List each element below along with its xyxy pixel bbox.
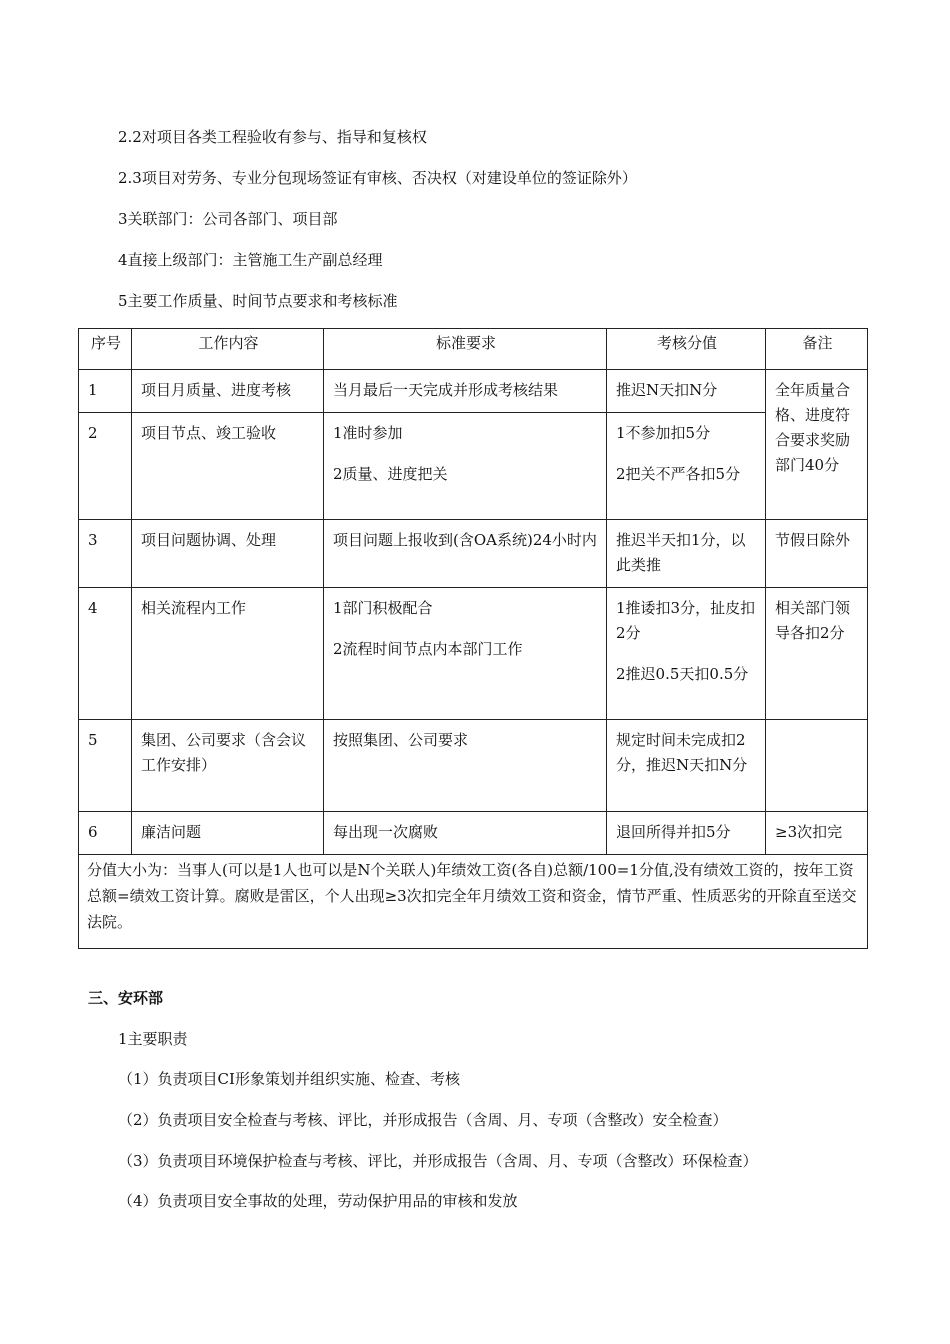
row-score (607, 812, 766, 855)
row-standard (324, 720, 607, 812)
paragraph-related-departments: 3关联部门：公司各部门、项目部 (118, 210, 338, 228)
row-no: 1 (79, 370, 132, 413)
standard-line: 当月最后一天完成并形成考核结果 (333, 381, 559, 399)
row-content: 项目节点、竣工验收 (132, 413, 324, 520)
row-no: 5 (79, 720, 132, 812)
row-content: 集团、公司要求（含会议工作安排） (132, 720, 324, 812)
row-no: 2 (79, 413, 132, 520)
row-score (607, 520, 766, 588)
row-remark: 节假日除外 (766, 520, 868, 588)
row-content: 相关流程内工作 (132, 588, 324, 720)
header-standard: 标准要求 (324, 329, 607, 370)
standard-line: 每出现一次腐败 (333, 823, 439, 841)
score-line: 推迟N天扣N分 (616, 381, 718, 399)
row-score (607, 370, 766, 413)
score-line: 退回所得并扣5分 (616, 823, 731, 841)
row-content: 项目月质量、进度考核 (132, 370, 324, 413)
standard-line: 按照集团、公司要求 (333, 731, 469, 749)
row-no: 4 (79, 588, 132, 720)
row-no: 3 (79, 520, 132, 588)
row-score (607, 588, 766, 720)
row-standard (324, 520, 607, 588)
standard-line: 1准时参加 (333, 424, 403, 442)
section-subheading: 1主要职责 (118, 1030, 188, 1048)
header-score: 考核分值 (607, 329, 766, 370)
header-no: 序号 (79, 329, 132, 370)
score-line: 2推迟0.5天扣0.5分 (616, 665, 749, 683)
assessment-table (78, 328, 868, 949)
row-remark: ≥3次扣完 (766, 812, 868, 855)
duty-item: （1）负责项目CI形象策划并组织实施、检查、考核 (118, 1070, 460, 1088)
row-remark-merged: 全年质量合格、进度符合要求奖励部门40分 (766, 370, 868, 520)
score-line: 1不参加扣5分 (616, 424, 711, 442)
score-line: 推迟半天扣1分，以此类推 (616, 531, 746, 574)
row-content: 廉洁问题 (132, 812, 324, 855)
duty-item: （4）负责项目安全事故的处理，劳动保护用品的审核和发放 (118, 1192, 518, 1210)
standard-line: 1部门积极配合 (333, 599, 433, 617)
paragraph-2-2: 2.2对项目各类工程验收有参与、指导和复核权 (118, 128, 427, 146)
row-standard (324, 413, 607, 520)
row-remark: 相关部门领导各扣2分 (766, 588, 868, 720)
row-content: 项目问题协调、处理 (132, 520, 324, 588)
duty-item: （2）负责项目安全检查与考核、评比，并形成报告（含周、月、专项（含整改）安全检查） (118, 1111, 728, 1129)
table-row (79, 720, 868, 812)
duty-item: （3）负责项目环境保护检查与考核、评比，并形成报告（含周、月、专项（含整改）环保检查） (118, 1152, 758, 1170)
score-line: 规定时间未完成扣2分，推迟N天扣N分 (616, 731, 748, 774)
standard-line: 2流程时间节点内本部门工作 (333, 640, 523, 658)
table-row (79, 812, 868, 855)
row-score (607, 720, 766, 812)
row-standard (324, 370, 607, 413)
row-remark (766, 720, 868, 812)
row-score (607, 413, 766, 520)
section-heading: 三、安环部 (88, 989, 164, 1007)
header-content: 工作内容 (132, 329, 324, 370)
row-standard (324, 588, 607, 720)
table-row (79, 588, 868, 720)
score-line: 2把关不严各扣5分 (616, 465, 741, 483)
row-standard (324, 812, 607, 855)
table-row (79, 370, 868, 413)
table-row (79, 413, 868, 520)
table-header-row (79, 329, 868, 370)
row-no: 6 (79, 812, 132, 855)
paragraph-2-3: 2.3项目对劳务、专业分包现场签证有审核、否决权（对建设单位的签证除外） (118, 169, 637, 187)
table-row (79, 520, 868, 588)
paragraph-superior-department: 4直接上级部门：主管施工生产副总经理 (118, 251, 383, 269)
table-footer-row (79, 855, 868, 949)
header-remark: 备注 (766, 329, 868, 370)
paragraph-quality-standards: 5主要工作质量、时间节点要求和考核标准 (118, 292, 398, 310)
standard-line: 项目问题上报收到(含OA系统)24小时内 (333, 531, 597, 549)
footer-note: 分值大小为：当事人(可以是1人也可以是N个关联人)年绩效工资(各自)总额/100=1分值,没有绩效工资的，按年工资总额=绩效工资计算。腐败是雷区，个人出现≥3次扣完全年月绩效工资和资金，情节严重、性质恶劣的开除直至送交法院。 (79, 855, 868, 949)
standard-line: 2质量、进度把关 (333, 465, 448, 483)
score-line: 1推诿扣3分，扯皮扣2分 (616, 599, 756, 642)
